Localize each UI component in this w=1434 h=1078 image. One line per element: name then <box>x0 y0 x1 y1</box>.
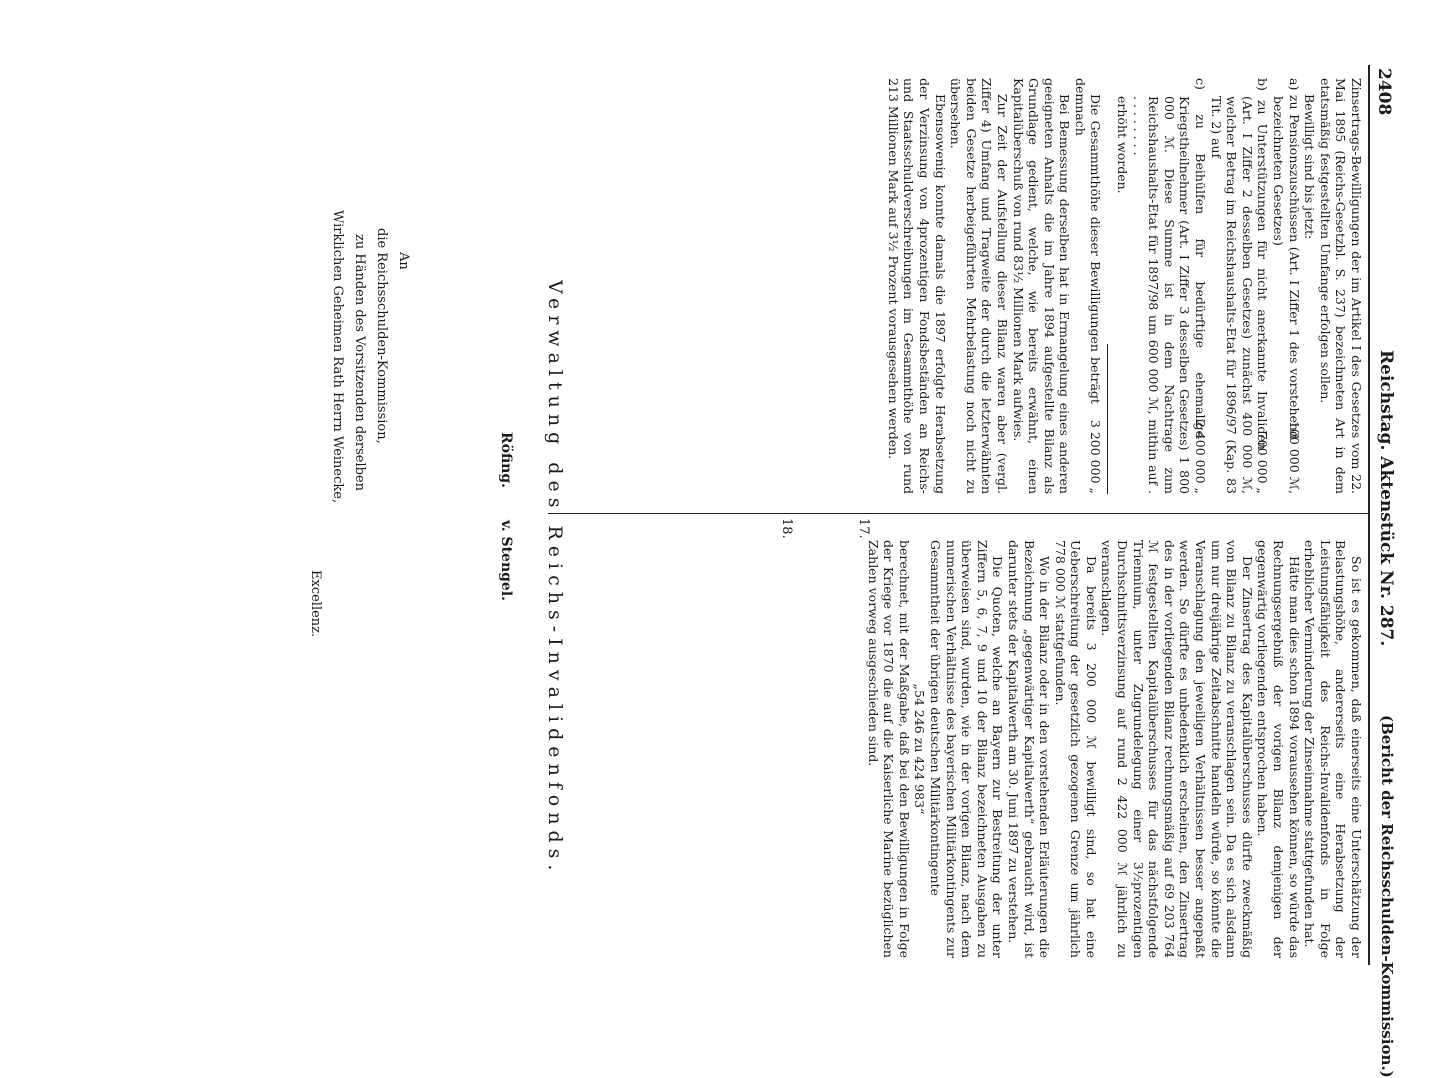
item-c-text: c) zu Beihülfen für bedürftige ehemalige Kriegstheilnehmer (Art. I Ziffer 3 desselben Gesetzes) 1 800 000 ℳ. Diese Summe ist in dem Nachtrage zum Reichshaushalts-Etat für 1897/98 um 600 000 ℳ, mithin auf . . . . . . . . . <box>1130 78 1209 494</box>
header-rule <box>1369 65 1371 965</box>
right-paragraph-6: Die Quoten, welche an Bayern zur Bestreitung der unter Ziffern 5, 6, 7, 9 und 10 der Bilanz bezeichneten Ausgaben zu überweisen sind, wurden, wie in der vorigen Bilanz, nach dem numerischen Verhältnisse des bayerischen Militärkontingents zur Gesammtheit der übrigen deutschen Militärkontingente <box>927 540 1006 958</box>
signature-right: v. Stengel. <box>498 520 514 602</box>
total-amount: 3 200 000 „ <box>1088 419 1104 494</box>
address-block <box>304 210 414 638</box>
item-a-amount: 100 000 ℳ, <box>1286 420 1302 494</box>
bewilligt-heading: Bewilligt sind bis jetzt: <box>1302 94 1318 240</box>
item-b-amount: 700 000 „ <box>1255 431 1271 494</box>
address-line-2: die Reichsschulden-Kommission, <box>374 228 389 444</box>
left-intro: Zinsertrags-Bewilligungen der im Artikel I des Gesetzes vom 22. Mai 1895 (Reichs-Gesetzbl. S. 237) bezeichneten Art in dem etatsmäßig festgestellten Umfange erfolgen sollen. <box>1317 78 1364 494</box>
item-a-text: a) zu Pensionszuschüssen (Art. I Ziffer 1 des vorstehend bezeichneten Gesetzes) <box>1271 78 1302 439</box>
right-paragraph-4: Da bereits 3 200 000 ℳ bewilligt sind, so hat eine Ueberschreitung der gesetzlich gezogenen Grenze um jährlich 778 000 ℳ stattgefunden. <box>1052 540 1099 958</box>
address-line-5: Excellenz. <box>308 570 323 638</box>
left-paragraph-3: Ebensowenig konnte damals die 1897 erfolgte Herabsetzung der Verzinsung von 4prozentigen Fondsbeständen an Reichs- und Staatsschuldverschreibungen im Gesammthöhe von rund 213 Millionen Mark auf 3½ Prozent vorausgesehen werden. <box>885 78 948 494</box>
page-header-center: Reichstag. Aktenstück Nr. 287. <box>1376 350 1396 647</box>
item-c <box>1130 78 1208 494</box>
left-paragraph-1: Bei Bemessung derselben hat in Ermangelung eines anderen geeigneten Anhalts die im Jahre 1894 aufgestellte Bilanz als Grundlage gedient, welche, wie bereits erwähnt, einen Kapitalüberschuß von rund 83½ Millionen Mark aufwies. <box>1010 78 1073 494</box>
item-a <box>1270 78 1301 494</box>
total-line <box>1072 78 1103 494</box>
right-paragraph-1: So ist es gekommen, daß einerseits eine Unterschätzung der Belastungshöhe, andererseits eine Herabsetzung der Leistungsfähigkeit des Reichs-Invalidenfonds in Folge erheblicher Verminderung der Zinseinnahme stattgefunden hat. <box>1302 540 1364 958</box>
left-column <box>885 78 1364 494</box>
left-paragraph-2: Zur Zeit der Aufstellung dieser Bilanz waren aber (vergl. Ziffer 4) Umfang und Tragweite der durch die letzterwähnten beiden Gesetze herbeigeführten Mehrbelastung noch nicht zu übersehen. <box>948 78 1010 494</box>
total-text: Die Gesammthöhe dieser Bewilligungen beträgt demnach <box>1072 78 1104 404</box>
address-line-1: An <box>396 252 411 270</box>
sum-rule <box>1108 344 1109 494</box>
item-b-text: b) zu Unterstützungen für nicht anerkannte Invaliden (Art. I Ziffer 2 desselben Gesetzes) zunächst 400 000 ℳ, welcher Betrag im Reichshaushalts-Etat für 1896/97 (Kap. 83 Tit. 2) auf <box>1208 78 1271 494</box>
right-paragraph-3: Der Zinsertrag des Kapitalüberschusses dürfte zweckmäßig von Bilanz zu Bilanz zu veranschlagen sein. Da es sich alsdann um nur dreijährige Zeitabschnitte handeln würde, so könnte die Veranschlagung den jeweiligen Verhältnissen besser angepaßt werden. So dürfte es unbedenklich erscheinen, den Zinsertrag des in der vorliegenden Bilanz rechnungsmäßig auf 69 203 764 ℳ festgestellten Kapitalüberschusses für das nächstfolgende Triennium, unter Zugrundelegung einer 3½prozentigen Durchschnittsverzinsung auf rund 2 422 000 ℳ jährlich zu veranschlagen. <box>1099 540 1255 958</box>
address-line-3: zu Händen des Vorsitzenden derselben <box>352 234 367 492</box>
closing-title: Verwaltung des Reichs-Invalidenfonds. <box>544 280 566 877</box>
page-header-right: (Bericht der Reichsschulden-Kommission.) <box>1378 715 1396 1078</box>
section-number-17: 17. <box>856 518 871 539</box>
right-paragraph-2: Hätte man dies schon 1894 voraussehen können, so würde das Rechnungsergebniß der vorigen Bilanz demjenigen der gegenwärtig vorliegenden entsprochen haben. <box>1255 540 1302 958</box>
column-divider <box>548 513 1368 514</box>
address-line-4: Wirklichen Geheimen Rath Herrn Weinecke, <box>330 210 345 504</box>
item-c-amount: 2 400 000 „ <box>1193 419 1209 494</box>
signature-left: Röfing. <box>498 432 514 488</box>
right-paragraph-5: Wo in der Bilanz oder in den vorstehenden Erläuterungen die Bezeichnung „gegenwärtiger Kapitalwerth“ gebraucht wird, ist darunter stets der Kapitalwerth am 30. Juni 1897 zu verstehen. <box>1005 540 1053 958</box>
item-c-tail: erhöht worden. <box>1115 96 1131 194</box>
page-number: 2408 <box>1374 68 1394 116</box>
kontingent-ratio: „54 246 zu 424 983“ <box>912 683 928 815</box>
section-number-18: 18. <box>779 518 794 539</box>
right-column <box>865 540 1364 958</box>
right-paragraph-7: berechnet, mit der Maßgabe, daß bei den Bewilligungen in Folge der Kriege vor 1870 die auf die Kaiserliche Marine bezüglichen Zahlen vorweg ausgeschieden sind. <box>865 540 912 958</box>
item-b <box>1208 78 1270 494</box>
